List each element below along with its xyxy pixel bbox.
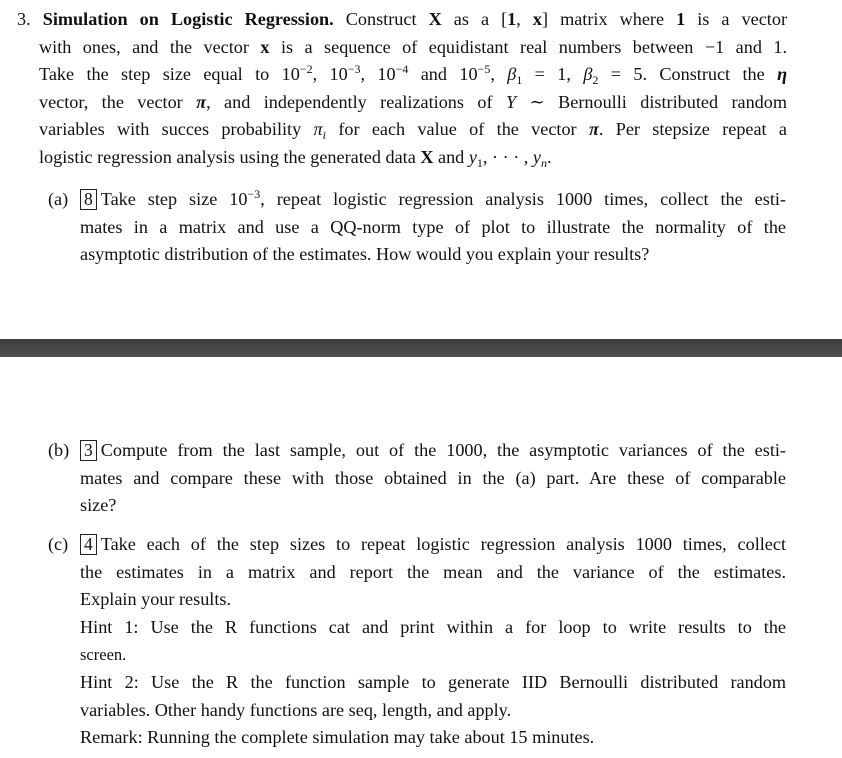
part-a-label: (a) — [48, 189, 69, 209]
part-c-label: (c) — [48, 534, 69, 554]
intro-line-6: logistic regression analysis using the generated data X and $y_1$, · · · , $y_n$. — [39, 146, 552, 170]
intro-line-3: Take the step size equal to $10^{-2}$, $10^{-3}$, $10^{-4}$ and $10^{-5}$, $\beta_1 = 1$, $\beta_2 = 5$. Construct the η — [39, 62, 788, 88]
part-c-hint-2-line-2: variables. Other handy functions are seq, length, and apply. — [80, 699, 512, 720]
question-number: 3. — [17, 9, 31, 29]
part-c-line-1 — [80, 531, 786, 559]
part-b-text — [80, 437, 786, 520]
part-c-remark: Remark: Running the complete simulation may take about 15 minutes. — [80, 727, 595, 748]
intro-line-5: variables with succes probability $\pi_i$ for each value of the vector π. Per stepsize repeat a — [39, 119, 787, 143]
part-c-line-3: Explain your results. — [80, 589, 232, 610]
part-c-hint-1-line-1: Hint 1: Use the R functions cat and print within a for loop to write results to the — [80, 616, 786, 637]
part-c-hint-2-line-1: Hint 2: Use the R the function sample to generate IID Bernoulli distributed random — [80, 671, 786, 692]
part-c-text — [80, 531, 786, 752]
part-b-points-badge: 3 — [80, 440, 97, 461]
question-3-intro — [17, 6, 787, 172]
part-b-line-1 — [80, 437, 786, 465]
part-c-hint-1-line-2: screen. — [80, 645, 127, 665]
part-b-line-2: mates and compare these with those obtained in the (a) part. Are these of comparable — [80, 467, 786, 488]
page-separator-bar — [0, 339, 842, 357]
part-a-line-1: 8 Take step size $10^{-3}$, repeat logistic regression analysis 1000 times, collect the esti- — [80, 186, 786, 214]
part-a-text — [80, 186, 786, 269]
intro-line-1: 3. Simulation on Logistic Regression. Construct X as a [1, x] matrix where 1 is a vector — [17, 9, 788, 29]
part-a-line-3: asymptotic distribution of the estimates. How would you explain your results? — [80, 244, 650, 265]
part-b-label: (b) — [48, 440, 70, 460]
part-a-line-2: mates in a matrix and use a QQ-norm type of plot to illustrate the normality of the — [80, 216, 786, 237]
part-c-line-1-text: Take each of the step sizes to repeat logistic regression analysis 1000 times, collect — [100, 534, 786, 554]
question-title: Simulation on Logistic Regression — [42, 9, 330, 29]
intro-line-2: with ones, and the vector x is a sequence of equidistant real numbers between −1 and 1. — [39, 36, 788, 57]
part-a-points-badge: 8 — [80, 189, 97, 210]
intro-text-1: Construct X as a [1, x] matrix where 1 is a vector — [345, 9, 788, 29]
part-c-line-2: the estimates in a matrix and report the mean and the variance of the estimates. — [80, 561, 786, 582]
intro-line-4: vector, the vector π, and independently realizations of Y ∼ Bernoulli distributed random — [39, 91, 787, 112]
part-b-line-3: size? — [80, 495, 117, 516]
part-c-points-badge: 4 — [80, 534, 97, 555]
part-b-line-1-text: Compute from the last sample, out of the 1000, the asymptotic variances of the esti- — [100, 440, 786, 460]
